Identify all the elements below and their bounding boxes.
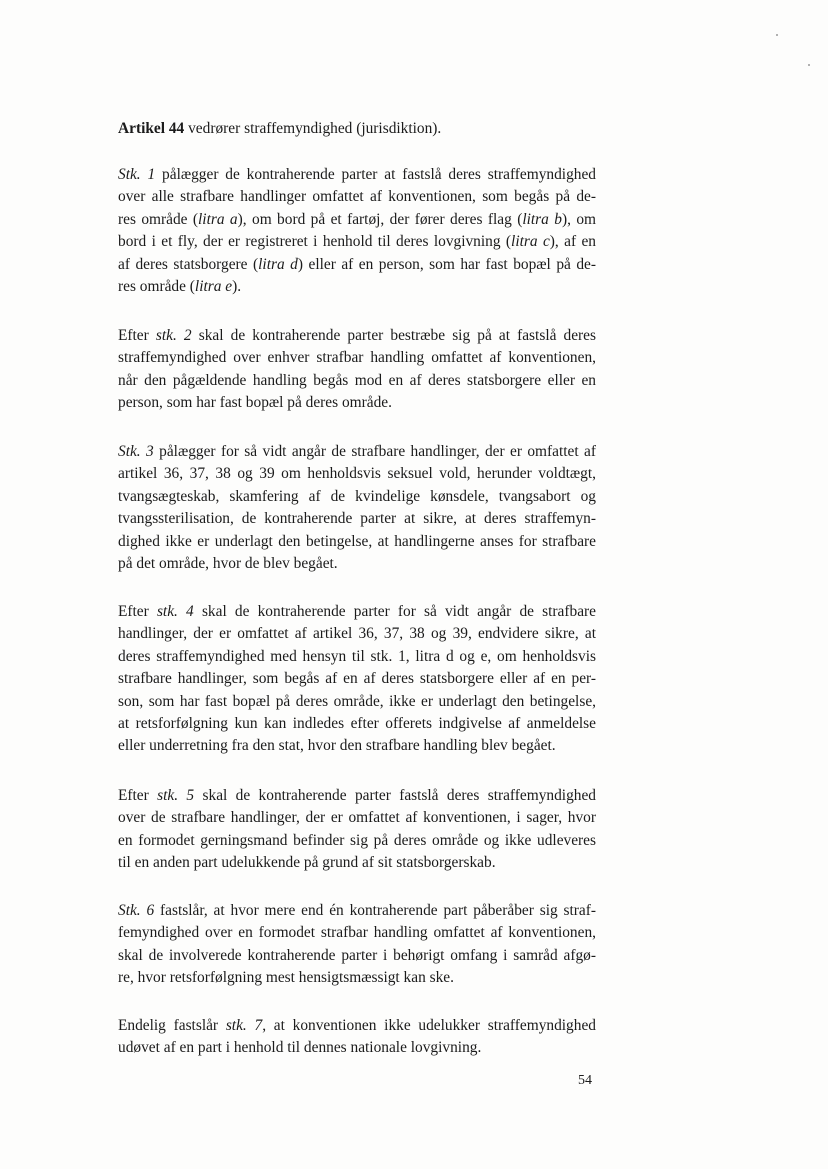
text-run: skal de kontraherende parter bestræbe sig på at fastslå deres [191,327,596,344]
text-run: over de strafbare handlinger, der er omfattet af konventionen, i sager, hvor [118,809,596,827]
scan-speck [776,34,778,36]
text-run: skal de involverede kontraherende parter i behørigt omfang i samråd afgø- [118,946,596,964]
italic-reference: stk. 5 [157,787,195,804]
text-run: dighed ikke er underlagt den betingelse, at handlingerne anses for strafbare [118,532,596,550]
text-line [118,325,596,347]
text-run: skal de kontraherende parter fastslå deres straffemyndighed [194,787,596,804]
text-run: bord i et fly, der er registreret i henhold til deres lovgivning ( [118,233,512,251]
text-run: ), om bord på et fartøj, der fører deres flag ( [237,210,523,228]
text-run: Efter [118,787,158,804]
text-line [118,601,596,623]
text-run: skal de kontraherende parter for så vidt angår de strafbare [193,603,596,620]
paragraph-stk-6 [118,900,596,990]
text-run: handlinger, der er omfattet af artikel 36, 37, 38 og 39, endvidere sikre, at [118,625,596,643]
text-line [118,945,596,967]
paragraph-stk-3 [118,441,596,575]
text-line [118,276,596,298]
text-run: af deres statsborgere ( [118,255,259,273]
text-run: tvangssterilisation, de kontraherende parter at sikre, at deres straffemyn- [118,510,596,528]
text-line [118,347,596,369]
text-line [118,392,596,414]
italic-reference: stk. 7 [225,1017,263,1034]
text-line [118,463,596,485]
italic-reference: litra e [194,278,233,296]
text-run: at retsforfølgning kun kan indledes efter offerets indgivelse af anmeldelse [118,715,596,733]
text-run: res område ( [118,210,199,228]
article-heading-rest: vedrører straffemyndighed (jurisdiktion). [184,120,442,137]
text-line [118,691,596,713]
text-line [118,231,596,253]
text-run: , at konventionen ikke udelukker straffemyndighed [262,1017,596,1034]
text-line [118,486,596,508]
paragraph-stk-2 [118,325,596,415]
page-number: 54 [578,1073,592,1088]
text-line [118,646,596,668]
paragraph-stk-1 [118,164,596,298]
paragraph-stk-7 [118,1015,596,1060]
text-run: artikel 36, 37, 38 og 39 om henholdsvis seksuel vold, herunder voldtægt, [118,465,596,483]
text-run: res område ( [118,278,195,296]
text-run: tvangsægteskab, skamfering af de kvindelige kønsdele, tvangsabort og [118,487,596,505]
text-run: femyndighed over en formodet strafbar handling omfattet af konventionen, [118,924,596,942]
text-run: deres straffemyndighed med hensyn til stk. 1, litra d og e, om henholdsvis [118,647,596,665]
paragraph-stk-4 [118,601,596,758]
text-run: pålægger de kontraherende parter at fastslå deres straffemyndighed [155,166,596,183]
italic-reference: Stk. 6 [118,902,155,919]
text-run: ), af en [549,233,596,251]
text-line [118,254,596,276]
text-run: ), om [561,210,596,228]
italic-reference: litra b [522,210,562,228]
text-line [118,1037,596,1059]
italic-reference: litra d [258,255,298,273]
text-run: fastslår, at hvor mere end én kontraherende part påberåber sig straf- [154,902,596,919]
text-run: son, som har fast bopæl på deres område, ikke er underlagt den betingelse, [118,692,596,710]
article-heading [118,118,596,140]
text-line [118,922,596,944]
text-run: en formodet gerningsmand befinder sig på deres område og ikke udleveres [118,831,596,849]
text-line [118,668,596,690]
italic-reference: stk. 4 [156,603,194,620]
text-line [118,209,596,231]
text-line [118,713,596,735]
italic-reference: Stk. 1 [118,166,156,183]
text-line [118,830,596,852]
text-run: straffemyndighed over enhver strafbar handling omfattet af konventionen, [118,349,596,367]
text-line [118,553,596,575]
text-line [118,735,596,757]
paragraph-stk-5 [118,785,596,875]
text-run: eller underretning fra den stat, hvor den strafbare handling blev begået. [118,737,556,755]
italic-reference: stk. 2 [155,327,192,344]
text-run: Efter [118,603,157,620]
text-run: ) eller af en person, som har fast bopæl på de- [297,255,597,273]
text-run: udøvet af en part i henhold til dennes nationale lovgivning. [118,1039,482,1057]
article-heading-bold: Artikel 44 [118,120,185,137]
text-run: til en anden part udelukkende på grund af sit statsborgerskab. [118,854,496,872]
text-line [118,623,596,645]
text-line [118,164,596,186]
text-line [118,807,596,829]
text-run: ). [232,278,242,296]
scan-speck [808,64,810,66]
text-run: Efter [118,327,156,344]
text-run: pålægger for så vidt angår de strafbare handlinger, der er omfattet af [153,443,596,460]
text-line [118,531,596,553]
text-line [118,1015,596,1037]
text-run: strafbare handlinger, som begås af en af deres statsborgere eller af en per- [118,670,596,688]
text-line [118,900,596,922]
text-line [118,186,596,208]
italic-reference: litra a [198,210,238,228]
italic-reference: litra c [511,233,550,251]
text-run: over alle strafbare handlinger omfattet af konventionen, som begås på de- [118,188,596,206]
text-line [118,852,596,874]
text-run: re, hvor retsforfølgning mest hensigtsmæssigt kan ske. [118,969,454,987]
text-run: Endelig fastslår [118,1017,226,1034]
text-line [118,785,596,807]
text-line [118,967,596,989]
text-run: på det område, hvor de blev begået. [118,555,338,573]
text-line [118,441,596,463]
italic-reference: Stk. 3 [118,443,154,460]
text-run: person, som har fast bopæl på deres område. [118,394,392,412]
text-run: når den pågældende handling begås mod en af deres statsborgere eller en [118,371,596,389]
text-line [118,370,596,392]
text-line [118,508,596,530]
